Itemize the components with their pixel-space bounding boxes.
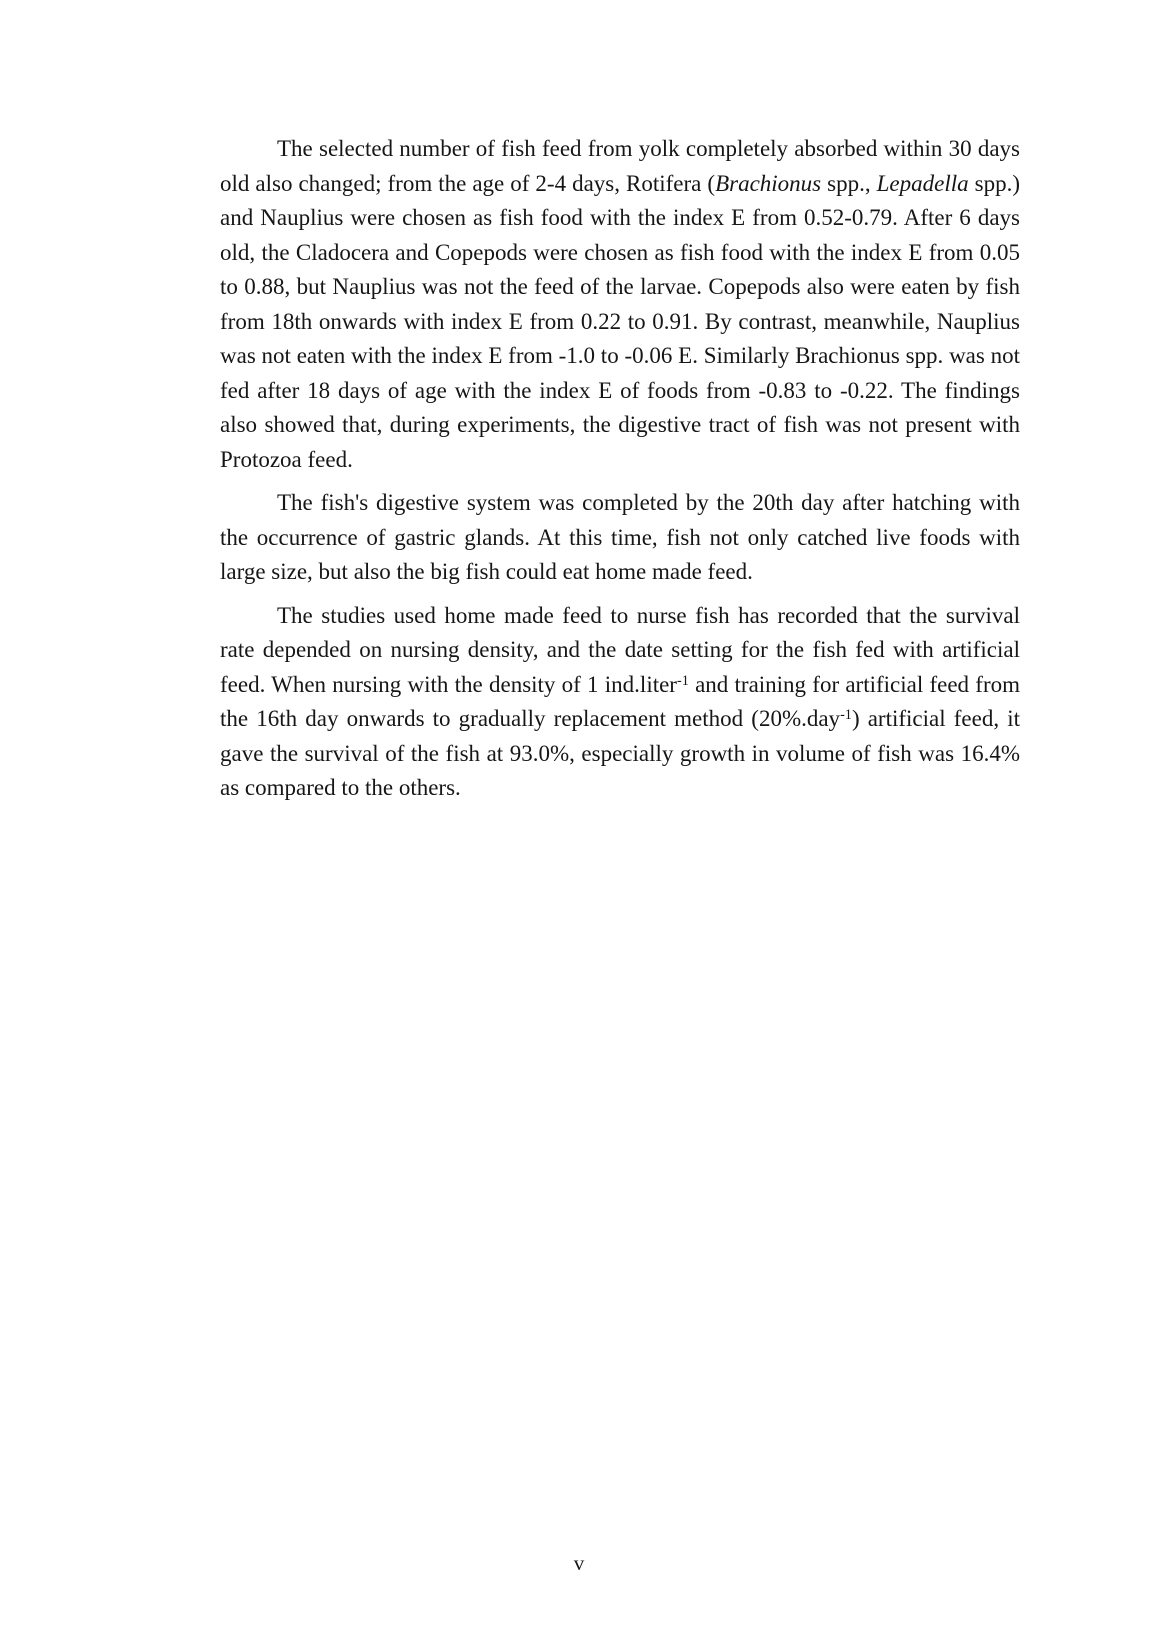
paragraph-text: ) artificial feed, it gave the survival of the fish at 93.0%, especially growth in volume of fish was 16.4% as compared to the others. (220, 706, 1020, 800)
paragraph-text: The fish's digestive system was completed by the 20th day after hatching with the occurrence of gastric glands. At this time, fish not only catched live foods with large size, but also the big fish could eat home made feed. (220, 490, 1020, 584)
superscript-exponent: -1 (676, 672, 689, 689)
paragraph-feed-selection (220, 132, 1020, 477)
species-name-lepadella: Lepadella (876, 170, 969, 196)
paragraph-digestive-system (220, 486, 1020, 590)
abstract-body (220, 132, 1020, 806)
page-number: v (573, 1551, 585, 1575)
superscript-exponent: -1 (840, 707, 852, 724)
species-name-brachionus: Brachionus (715, 170, 822, 196)
paragraph-text: and training for artificial feed from the 16th day onwards to gradually replacement method (20%.day (220, 671, 1020, 731)
paragraph-text: spp.) and Nauplius were chosen as fish food with the index E from 0.52-0.79. After 6 days old, the Cladocera and Copepods were chosen as fish food with the index E from 0.05 to 0.88, but Nauplius was not the feed of the larvae. Copepods also were eaten by fish from 18th onwards with index E from 0.22 to 0.91. By contrast, meanwhile, Nauplius was not eaten with the index E from -1.0 to -0.06 E. Similarly Brachionus spp. was not fed after 18 days of age with the index E of foods from -0.83 to -0.22. The findings also showed that, during experiments, the digestive tract of fish was not present with Protozoa feed. (220, 170, 1020, 472)
paragraph-text: The selected number of fish feed from yolk completely absorbed within 30 days old also changed; from the age of 2-4 days, Rotifera ( (220, 136, 1020, 196)
paragraph-home-made-feed (220, 599, 1020, 806)
paragraph-text: spp., (821, 170, 877, 196)
paragraph-text: The studies used home made feed to nurse fish has recorded that the survival rate depended on nursing density, and the date setting for the fish fed with artificial feed. When nursing with the density of 1 ind.liter (220, 602, 1020, 697)
page-footer (0, 1551, 1158, 1576)
